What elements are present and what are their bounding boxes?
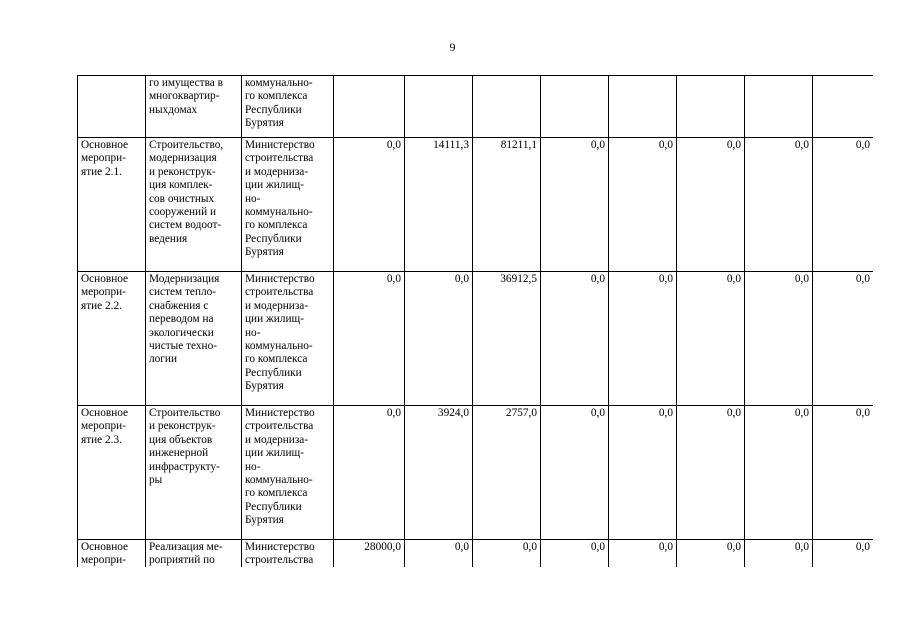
cell-value: 0,0 xyxy=(334,272,405,406)
cell-measure-name-line: меропри- xyxy=(81,286,126,299)
cell-value: 0,0 xyxy=(677,138,745,272)
cell-executor-line: но- xyxy=(245,326,261,339)
cell-measure-name xyxy=(78,540,146,568)
table-row xyxy=(78,76,874,138)
cell-value: 0,0 xyxy=(609,138,677,272)
cell-executor-line: Республики xyxy=(245,500,302,513)
cell-value: 0,0 xyxy=(541,406,609,540)
cell-executor-line: Бурятия xyxy=(245,117,284,130)
cell-value: 0,0 xyxy=(677,406,745,540)
cell-value: 14111,3 xyxy=(405,138,473,272)
cell-measure-description-line: и реконструк- xyxy=(149,420,216,433)
cell-value xyxy=(541,76,609,138)
cell-measure-description xyxy=(146,138,242,272)
page-number: 9 xyxy=(449,40,456,54)
cell-executor-line: Республики xyxy=(245,103,302,116)
cell-value: 0,0 xyxy=(334,406,405,540)
cell-value: 0,0 xyxy=(813,540,874,568)
cell-executor-line: го комплекса xyxy=(245,219,308,232)
cell-measure-description-line: модернизация xyxy=(149,152,217,165)
cell-measure-name xyxy=(78,138,146,272)
cell-value: 0,0 xyxy=(405,540,473,568)
cell-measure-name xyxy=(78,406,146,540)
cell-executor-line: ции жилищ- xyxy=(245,447,304,460)
cell-measure-description xyxy=(146,406,242,540)
cell-value: 0,0 xyxy=(541,540,609,568)
cell-measure-description-line: го имущества в xyxy=(149,77,223,89)
cell-value xyxy=(745,76,813,138)
cell-measure-name-line: меропри- xyxy=(81,420,126,433)
cell-value: 0,0 xyxy=(609,272,677,406)
cell-value: 81211,1 xyxy=(473,138,541,272)
cell-executor-line: коммунально- xyxy=(245,206,313,219)
cell-measure-description-line: ныхдомах xyxy=(149,103,198,116)
budget-table xyxy=(77,75,873,567)
cell-measure-description-line: Реализация ме- xyxy=(149,541,223,553)
cell-executor-line: го комплекса xyxy=(245,353,308,366)
cell-executor-line: Министерство xyxy=(245,273,315,285)
cell-measure-description xyxy=(146,540,242,568)
cell-measure-description-line: систем водоот- xyxy=(149,219,222,232)
cell-measure-description-line: многоквартир- xyxy=(149,90,220,103)
cell-executor-line: коммунально- xyxy=(245,340,313,353)
table-row xyxy=(78,138,874,272)
cell-executor-line: Республики xyxy=(245,232,302,245)
cell-executor xyxy=(242,272,334,406)
cell-value: 0,0 xyxy=(473,540,541,568)
cell-measure-description-line: инженерной xyxy=(149,447,209,460)
cell-value: 0,0 xyxy=(745,138,813,272)
cell-measure-name xyxy=(78,76,146,138)
cell-measure-description-line: переводом на xyxy=(149,313,214,326)
cell-value: 0,0 xyxy=(334,138,405,272)
table-row xyxy=(78,540,874,568)
cell-value: 36912,5 xyxy=(473,272,541,406)
cell-executor-line: и модерниза- xyxy=(245,433,309,446)
cell-value: 0,0 xyxy=(405,272,473,406)
cell-value: 0,0 xyxy=(677,272,745,406)
cell-executor-line: Министерство xyxy=(245,541,315,553)
cell-measure-description xyxy=(146,272,242,406)
cell-value: 0,0 xyxy=(745,540,813,568)
cell-measure-description-line: Строительство, xyxy=(149,139,224,151)
cell-measure-name xyxy=(78,272,146,406)
cell-executor-line: Бурятия xyxy=(245,514,284,527)
cell-executor-line: коммунально- xyxy=(245,77,313,89)
cell-value: 0,0 xyxy=(745,406,813,540)
cell-measure-description-line: и реконструк- xyxy=(149,165,216,178)
cell-executor xyxy=(242,540,334,568)
cell-value xyxy=(473,76,541,138)
cell-measure-description-line: Строительство xyxy=(149,407,221,419)
cell-executor-line: но- xyxy=(245,460,261,473)
cell-executor-line: коммунально- xyxy=(245,474,313,487)
cell-measure-description-line: чистые техно- xyxy=(149,340,218,353)
cell-measure-name-line: меропри- xyxy=(81,152,126,165)
cell-executor xyxy=(242,76,334,138)
cell-value: 0,0 xyxy=(677,540,745,568)
cell-value xyxy=(813,76,874,138)
cell-measure-name-line: ятие 2.3. xyxy=(81,433,122,446)
cell-measure-name-line: Основное xyxy=(81,139,129,151)
cell-measure-name-line: ятие 2.1. xyxy=(81,165,122,178)
cell-executor xyxy=(242,406,334,540)
cell-executor-line: строительства xyxy=(245,554,314,567)
cell-measure-description-line: ведения xyxy=(149,232,188,245)
cell-value: 0,0 xyxy=(609,406,677,540)
cell-executor-line: Министерство xyxy=(245,139,315,151)
cell-measure-name-line: Основное xyxy=(81,273,129,285)
cell-measure-description-line: роприятий по xyxy=(149,554,215,567)
cell-measure-description-line: снабжения с xyxy=(149,299,209,312)
cell-measure-description-line: ция комплек- xyxy=(149,179,213,192)
cell-value: 28000,0 xyxy=(334,540,405,568)
cell-measure-description-line: ция объектов xyxy=(149,433,213,446)
cell-executor-line: Республики xyxy=(245,366,302,379)
cell-executor-line: Бурятия xyxy=(245,380,284,393)
cell-value: 0,0 xyxy=(609,540,677,568)
cell-executor-line: строительства xyxy=(245,286,314,299)
cell-measure-description-line: систем тепло- xyxy=(149,286,217,299)
cell-value: 3924,0 xyxy=(405,406,473,540)
cell-executor-line: и модерниза- xyxy=(245,165,309,178)
cell-value: 0,0 xyxy=(813,138,874,272)
cell-executor-line: Бурятия xyxy=(245,246,284,259)
cell-executor-line: го комплекса xyxy=(245,487,308,500)
cell-value xyxy=(677,76,745,138)
cell-executor-line: ции жилищ- xyxy=(245,179,304,192)
cell-value: 0,0 xyxy=(541,138,609,272)
cell-measure-description-line: Модернизация xyxy=(149,273,220,285)
cell-executor-line: Министерство xyxy=(245,407,315,419)
cell-value: 0,0 xyxy=(813,272,874,406)
cell-measure-description-line: ры xyxy=(149,474,163,487)
cell-executor-line: строительства xyxy=(245,420,314,433)
cell-measure-description-line: сооружений и xyxy=(149,206,216,219)
table-row xyxy=(78,406,874,540)
cell-executor-line: и модерниза- xyxy=(245,299,309,312)
cell-measure-description-line: логии xyxy=(149,353,178,366)
cell-executor-line: ции жилищ- xyxy=(245,313,304,326)
cell-value: 0,0 xyxy=(745,272,813,406)
cell-measure-name-line: ятие 2.2. xyxy=(81,299,122,312)
cell-measure-name-line: Основное xyxy=(81,407,129,419)
cell-measure-description-line: экологически xyxy=(149,326,214,339)
cell-measure-name-line: Основное xyxy=(81,541,129,553)
cell-value xyxy=(405,76,473,138)
cell-executor-line: но- xyxy=(245,192,261,205)
cell-measure-description xyxy=(146,76,242,138)
cell-measure-description-line: сов очистных xyxy=(149,192,215,205)
table-row xyxy=(78,272,874,406)
cell-executor-line: го комплекса xyxy=(245,90,308,103)
table-container xyxy=(77,75,873,567)
cell-value: 0,0 xyxy=(541,272,609,406)
cell-value xyxy=(609,76,677,138)
cell-value xyxy=(334,76,405,138)
cell-value: 2757,0 xyxy=(473,406,541,540)
cell-value: 0,0 xyxy=(813,406,874,540)
cell-measure-name-line: меропри- xyxy=(81,554,126,567)
cell-executor-line: строительства xyxy=(245,152,314,165)
cell-measure-description-line: инфраструкту- xyxy=(149,460,220,473)
cell-executor xyxy=(242,138,334,272)
